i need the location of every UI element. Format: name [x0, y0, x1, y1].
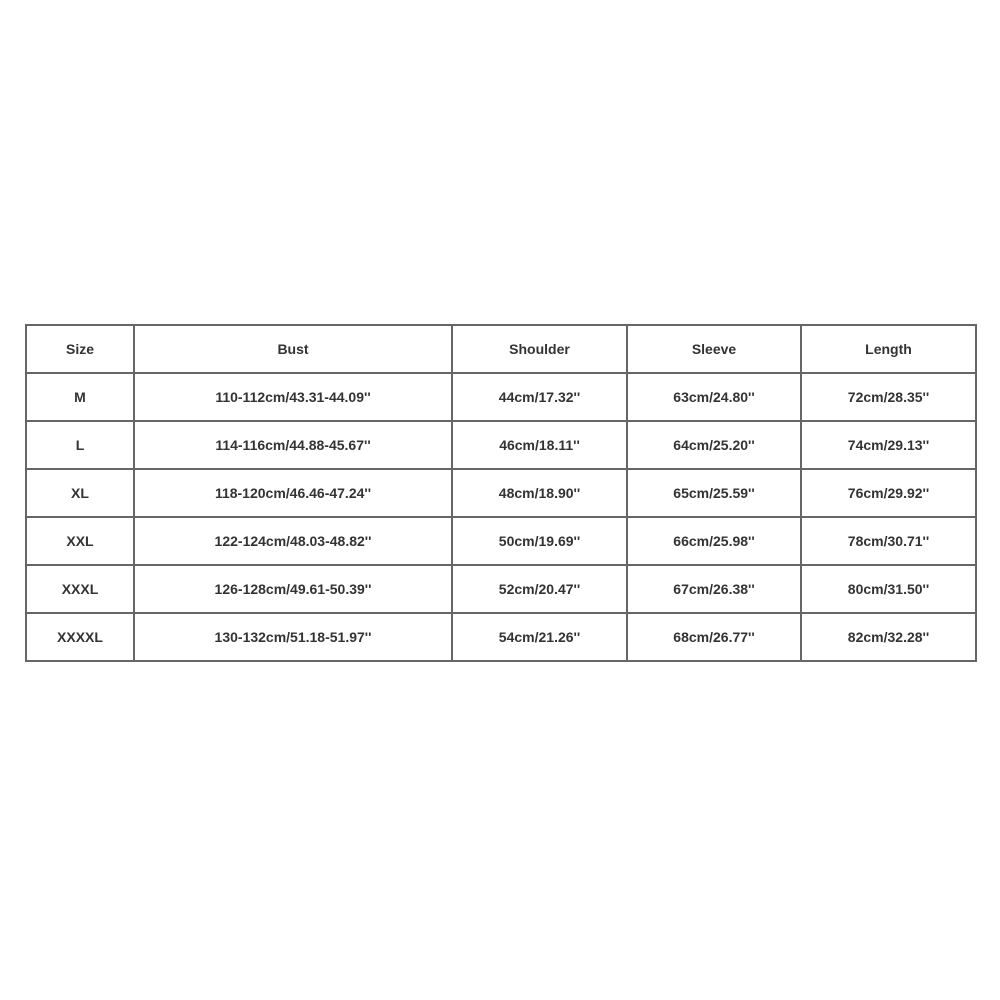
size-cell: XXXL — [26, 565, 134, 613]
size-cell: XL — [26, 469, 134, 517]
bust-cell: 118-120cm/46.46-47.24'' — [134, 469, 452, 517]
sleeve-cell: 63cm/24.80'' — [627, 373, 801, 421]
bust-cell: 122-124cm/48.03-48.82'' — [134, 517, 452, 565]
length-cell: 72cm/28.35'' — [801, 373, 976, 421]
table-row — [26, 565, 976, 613]
length-cell: 78cm/30.71'' — [801, 517, 976, 565]
sleeve-cell: 66cm/25.98'' — [627, 517, 801, 565]
header-length: Length — [801, 325, 976, 373]
size-cell: M — [26, 373, 134, 421]
table-row — [26, 373, 976, 421]
shoulder-cell: 48cm/18.90'' — [452, 469, 627, 517]
shoulder-cell: 52cm/20.47'' — [452, 565, 627, 613]
header-size: Size — [26, 325, 134, 373]
size-cell: L — [26, 421, 134, 469]
length-cell: 80cm/31.50'' — [801, 565, 976, 613]
size-cell: XXXXL — [26, 613, 134, 661]
table-row — [26, 421, 976, 469]
table-row — [26, 469, 976, 517]
shoulder-cell: 50cm/19.69'' — [452, 517, 627, 565]
sleeve-cell: 67cm/26.38'' — [627, 565, 801, 613]
length-cell: 82cm/32.28'' — [801, 613, 976, 661]
header-bust: Bust — [134, 325, 452, 373]
header-row — [26, 325, 976, 373]
bust-cell: 126-128cm/49.61-50.39'' — [134, 565, 452, 613]
header-sleeve: Sleeve — [627, 325, 801, 373]
bust-cell: 130-132cm/51.18-51.97'' — [134, 613, 452, 661]
sleeve-cell: 64cm/25.20'' — [627, 421, 801, 469]
shoulder-cell: 54cm/21.26'' — [452, 613, 627, 661]
shoulder-cell: 46cm/18.11'' — [452, 421, 627, 469]
bust-cell: 110-112cm/43.31-44.09'' — [134, 373, 452, 421]
sleeve-cell: 65cm/25.59'' — [627, 469, 801, 517]
sleeve-cell: 68cm/26.77'' — [627, 613, 801, 661]
table-row — [26, 517, 976, 565]
shoulder-cell: 44cm/17.32'' — [452, 373, 627, 421]
length-cell: 74cm/29.13'' — [801, 421, 976, 469]
header-shoulder: Shoulder — [452, 325, 627, 373]
bust-cell: 114-116cm/44.88-45.67'' — [134, 421, 452, 469]
table-row — [26, 613, 976, 661]
size-chart-table — [25, 324, 977, 662]
size-cell: XXL — [26, 517, 134, 565]
length-cell: 76cm/29.92'' — [801, 469, 976, 517]
